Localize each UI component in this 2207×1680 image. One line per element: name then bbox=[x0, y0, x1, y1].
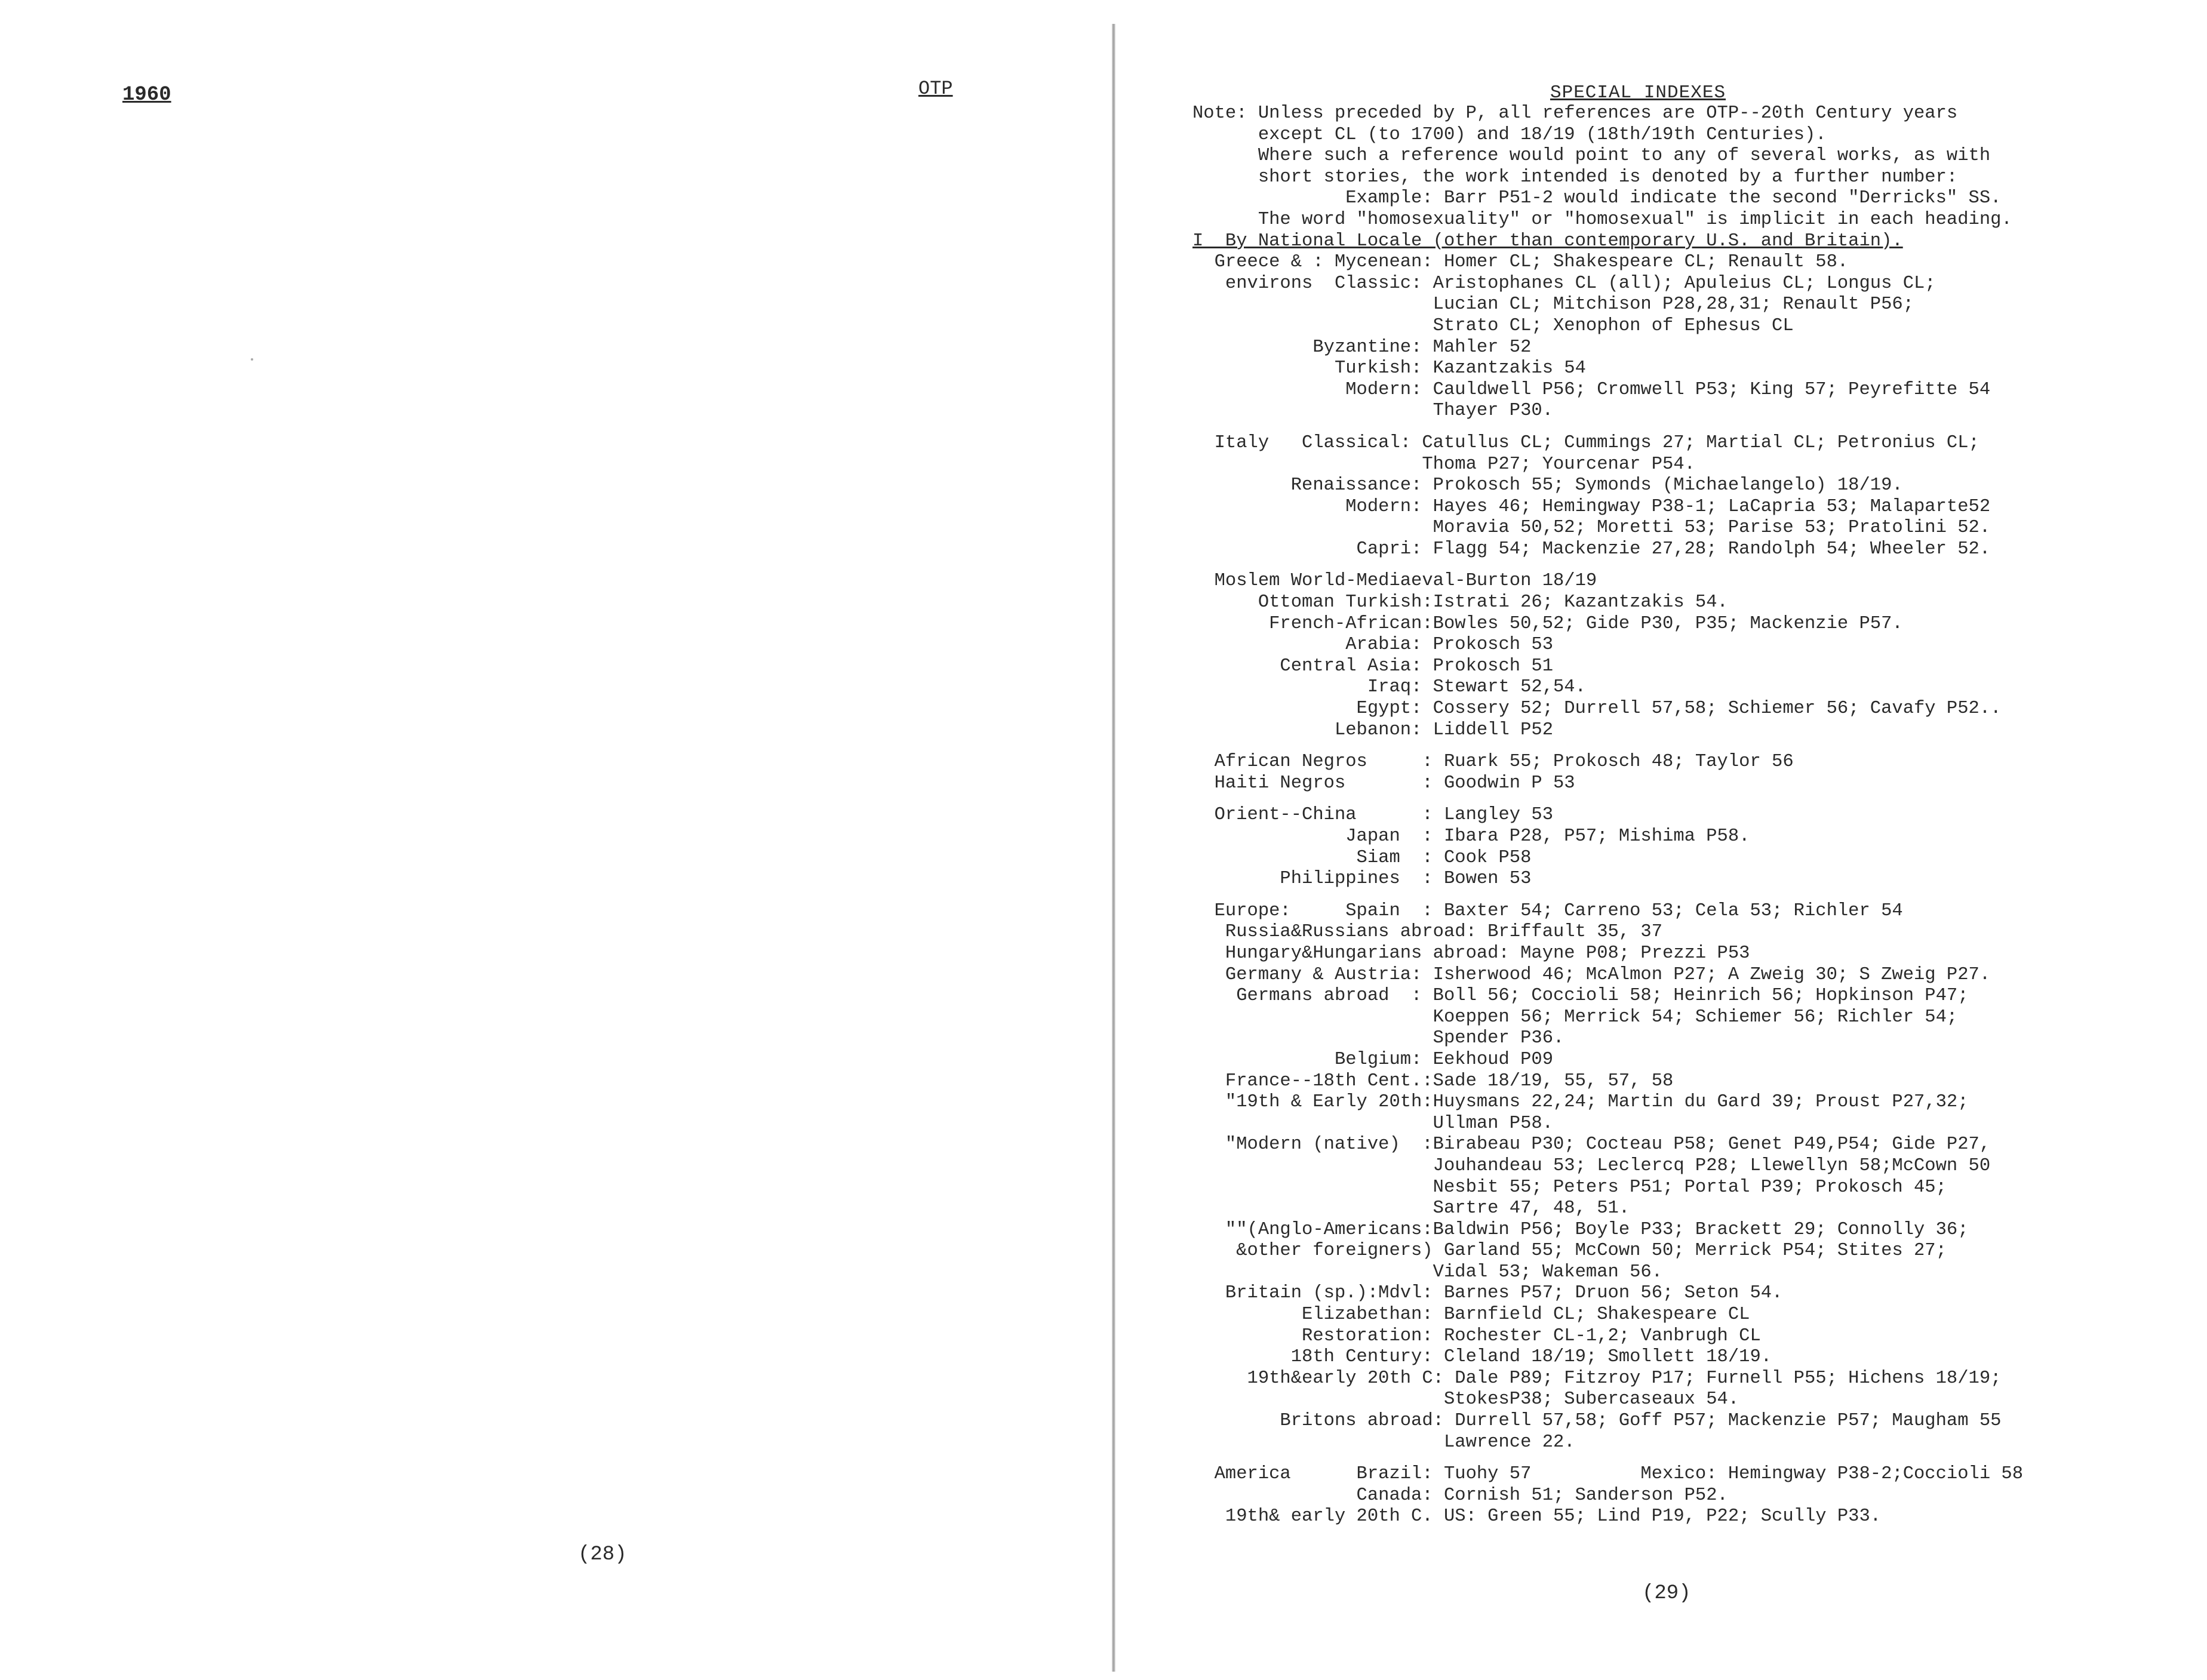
index-line: Renaissance: Prokosch 55; Symonds (Michaelangelo) 18/19. bbox=[1192, 475, 1903, 496]
blank-line bbox=[1192, 890, 2202, 901]
index-line: Greece & : Mycenean: Homer CL; Shakespeare CL; Renault 58. bbox=[1192, 252, 1849, 273]
blank-line bbox=[1192, 794, 2202, 805]
index-line: Orient--China : Langley 53 bbox=[1192, 805, 1553, 826]
index-line: Modern: Hayes 46; Hemingway P38-1; LaCapria 53; Malaparte52 bbox=[1192, 496, 1991, 517]
index-line: environs Classic: Aristophanes CL (all); Apuleius CL; Longus CL; bbox=[1192, 273, 1936, 294]
index-line: Note: Unless preceded by P, all references are OTP--20th Century years bbox=[1192, 103, 1958, 124]
right-page bbox=[1123, 0, 2207, 1680]
index-line: French-African:Bowles 50,52; Gide P30, P35; Mackenzie P57. bbox=[1192, 613, 1903, 634]
index-line: Germany & Austria: Isherwood 46; McAlmon P27; A Zweig 30; S Zweig P27. bbox=[1192, 964, 1991, 985]
index-line: Vidal 53; Wakeman 56. bbox=[1192, 1261, 1663, 1282]
index-line: "Modern (native) :Birabeau P30; Cocteau P58; Genet P49,P54; Gide P27, bbox=[1192, 1134, 1991, 1155]
index-line: Europe: Spain : Baxter 54; Carreno 53; Cela 53; Richler 54 bbox=[1192, 900, 1903, 921]
index-line: Britain (sp.):Mdvl: Barnes P57; Druon 56; Seton 54. bbox=[1192, 1283, 1783, 1304]
index-line: Haiti Negros : Goodwin P 53 bbox=[1192, 773, 1575, 793]
index-line: Byzantine: Mahler 52 bbox=[1192, 337, 1532, 358]
index-line: Iraq: Stewart 52,54. bbox=[1192, 677, 1586, 698]
index-line: Hungary&Hungarians abroad: Mayne P08; Prezzi P53 bbox=[1192, 943, 1750, 964]
year-heading: 1960 bbox=[122, 84, 171, 106]
index-line: Koeppen 56; Merrick 54; Schiemer 56; Richler 54; bbox=[1192, 1007, 1958, 1027]
index-line: Siam : Cook P58 bbox=[1192, 847, 1532, 868]
index-line: &other foreigners) Garland 55; McCown 50; Merrick P54; Stites 27; bbox=[1192, 1241, 1947, 1261]
index-line: except CL (to 1700) and 18/19 (18th/19th Centuries). bbox=[1192, 124, 1827, 145]
index-line: Jouhandeau 53; Leclercq P28; Llewellyn 58;McCown 50 bbox=[1192, 1155, 1991, 1176]
section-heading: I By National Locale (other than contemporary U.S. and Britain). bbox=[1192, 230, 1903, 251]
index-line: 19th&early 20th C: Dale P89; Fitzroy P17; Furnell P55; Hichens 18/19; bbox=[1192, 1368, 2002, 1389]
index-line: Where such a reference would point to any of several works, as with bbox=[1192, 146, 1991, 167]
running-header: OTP bbox=[918, 78, 953, 100]
index-line: African Negros : Ruark 55; Prokosch 48; Taylor 56 bbox=[1192, 752, 1794, 773]
index-line: Sartre 47, 48, 51. bbox=[1192, 1198, 1630, 1219]
index-line: Britons abroad: Durrell 57,58; Goff P57; Mackenzie P57; Maugham 55 bbox=[1192, 1411, 2002, 1432]
index-line: Elizabethan: Barnfield CL; Shakespeare CL bbox=[1192, 1304, 1750, 1325]
index-line: 18th Century: Cleland 18/19; Smollett 18/19. bbox=[1192, 1347, 1772, 1368]
index-line: short stories, the work intended is denoted by a further number: bbox=[1192, 167, 1958, 187]
index-line: Strato CL; Xenophon of Ephesus CL bbox=[1192, 315, 1794, 336]
index-line: Example: Barr P51-2 would indicate the second "Derricks" SS. bbox=[1192, 188, 2002, 209]
index-line: Arabia: Prokosch 53 bbox=[1192, 635, 1553, 656]
index-line: Russia&Russians abroad: Briffault 35, 37 bbox=[1192, 922, 1663, 943]
index-line: Ottoman Turkish:Istrati 26; Kazantzakis 54. bbox=[1192, 592, 1728, 613]
index-line: Moslem World-Mediaeval-Burton 18/19 bbox=[1192, 571, 1597, 592]
page-title: SPECIAL INDEXES bbox=[1550, 82, 1726, 103]
index-line: Modern: Cauldwell P56; Cromwell P53; King 57; Peyrefitte 54 bbox=[1192, 379, 1991, 400]
index-line: Spender P36. bbox=[1192, 1028, 1564, 1049]
paper-speck bbox=[251, 358, 253, 361]
index-line: Ullman P58. bbox=[1192, 1113, 1553, 1134]
index-line: Lucian CL; Mitchison P28,28,31; Renault P56; bbox=[1192, 294, 1914, 315]
index-line: Canada: Cornish 51; Sanderson P52. bbox=[1192, 1485, 1728, 1506]
index-line: The word "homosexuality" or "homosexual" is implicit in each heading. bbox=[1192, 209, 2012, 230]
index-line: ""(Anglo-Americans:Baldwin P56; Boyle P33; Brackett 29; Connolly 36; bbox=[1192, 1219, 1969, 1240]
index-line: Capri: Flagg 54; Mackenzie 27,28; Randolph 54; Wheeler 52. bbox=[1192, 539, 1991, 559]
book-gutter bbox=[1112, 24, 1115, 1672]
index-line: America Brazil: Tuohy 57 Mexico: Hemingway P38-2;Coccioli 58 bbox=[1192, 1464, 2024, 1485]
index-line: Restoration: Rochester CL-1,2; Vanbrugh CL bbox=[1192, 1325, 1761, 1346]
index-line: 19th& early 20th C. US: Green 55; Lind P19, P22; Scully P33. bbox=[1192, 1506, 1882, 1527]
index-line: Belgium: Eekhoud P09 bbox=[1192, 1049, 1553, 1070]
index-line: Moravia 50,52; Moretti 53; Parise 53; Pratolini 52. bbox=[1192, 518, 1991, 539]
blank-line bbox=[1192, 560, 2202, 571]
index-line: Lawrence 22. bbox=[1192, 1432, 1575, 1453]
index-line: Italy Classical: Catullus CL; Cummings 27; Martial CL; Petronius CL; bbox=[1192, 432, 1979, 453]
index-line: Thoma P27; Yourcenar P54. bbox=[1192, 454, 1695, 475]
blank-line bbox=[1192, 422, 2202, 433]
index-line: Turkish: Kazantzakis 54 bbox=[1192, 358, 1586, 379]
blank-line bbox=[1192, 741, 2202, 752]
right-page-number: (29) bbox=[1642, 1582, 1691, 1605]
index-line: "19th & Early 20th:Huysmans 22,24; Martin du Gard 39; Proust P27,32; bbox=[1192, 1092, 1969, 1113]
index-line: Lebanon: Liddell P52 bbox=[1192, 719, 1553, 740]
index-line: StokesP38; Subercaseaux 54. bbox=[1192, 1389, 1739, 1410]
index-line: Germans abroad : Boll 56; Coccioli 58; Heinrich 56; Hopkinson P47; bbox=[1192, 986, 1969, 1007]
index-line: Central Asia: Prokosch 51 bbox=[1192, 656, 1553, 676]
left-page-number: (28) bbox=[578, 1543, 627, 1566]
index-line: Thayer P30. bbox=[1192, 401, 1553, 421]
index-line: Philippines : Bowen 53 bbox=[1192, 869, 1532, 890]
index-line: Japan : Ibara P28, P57; Mishima P58. bbox=[1192, 826, 1750, 847]
index-line: France--18th Cent.:Sade 18/19, 55, 57, 58 bbox=[1192, 1070, 1674, 1091]
index-body bbox=[1192, 103, 2202, 1528]
blank-line bbox=[1192, 1453, 2202, 1464]
index-line: Egypt: Cossery 52; Durrell 57,58; Schiemer 56; Cavafy P52.. bbox=[1192, 699, 2002, 719]
index-line: Nesbit 55; Peters P51; Portal P39; Prokosch 45; bbox=[1192, 1177, 1947, 1198]
